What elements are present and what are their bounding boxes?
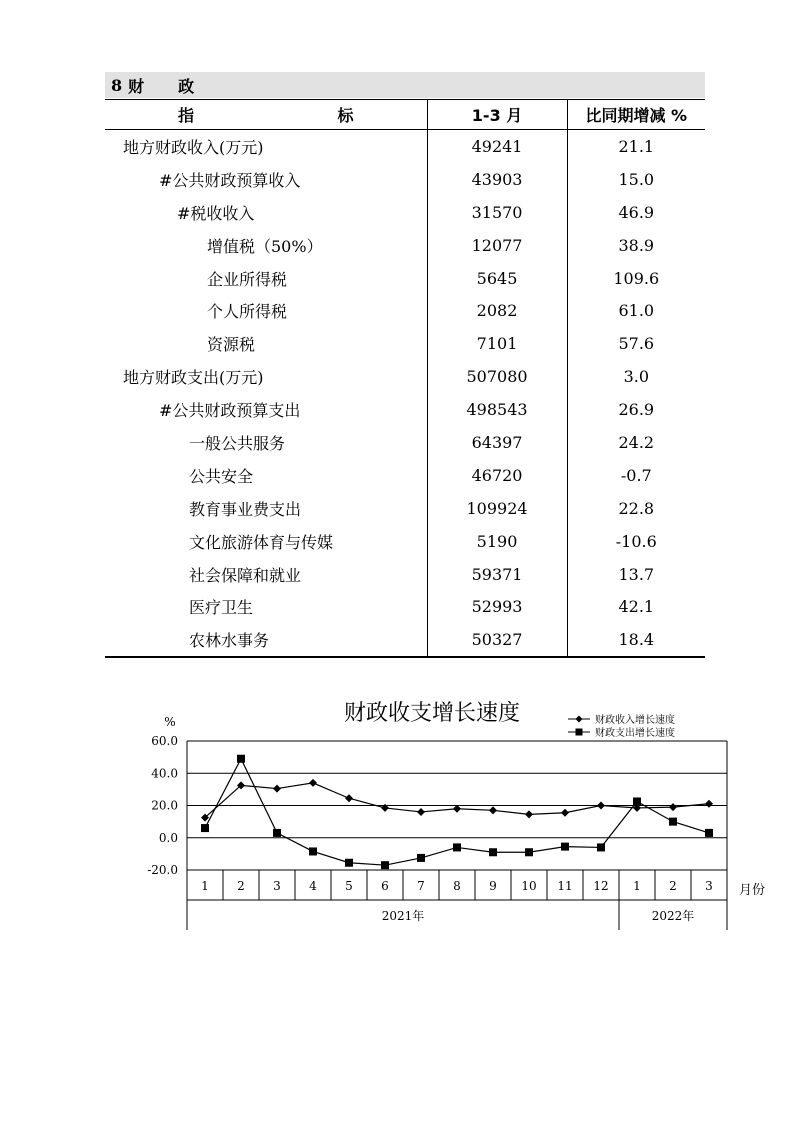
fiscal-table	[105, 99, 705, 658]
data-point-revenue	[417, 808, 425, 816]
row-value: 12077	[427, 229, 567, 262]
table-row	[105, 426, 705, 459]
y-axis-unit: %	[164, 715, 176, 729]
data-point-expenditure	[561, 843, 569, 851]
table-row	[105, 229, 705, 262]
section-title-part2: 政	[178, 76, 195, 96]
table-row	[105, 130, 705, 163]
row-value: 59371	[427, 558, 567, 591]
data-point-expenditure	[309, 847, 317, 855]
data-point-expenditure	[237, 755, 245, 763]
row-label: 资源税	[105, 327, 427, 360]
indicator-header-a: 指	[178, 106, 195, 125]
legend-marker-square	[576, 729, 583, 736]
row-label: #税收收入	[105, 196, 427, 229]
row-label: 个人所得税	[105, 294, 427, 327]
column-header-period: 1-3 月	[427, 100, 567, 130]
row-value: 507080	[427, 360, 567, 393]
row-change: 21.1	[618, 136, 655, 156]
row-label: 增值税（50%）	[105, 229, 427, 262]
x-tick-label: 8	[453, 879, 461, 893]
table-row	[105, 623, 705, 657]
row-value: 2082	[427, 294, 567, 327]
legend-label: 财政收入增长速度	[595, 715, 675, 726]
row-value: 31570	[427, 196, 567, 229]
x-tick-label: 3	[273, 879, 281, 893]
column-header-change: 比同期增减 %	[567, 100, 705, 130]
table-row	[105, 459, 705, 492]
row-change: 57.6	[618, 334, 655, 354]
data-point-expenditure	[201, 824, 209, 832]
row-label: 一般公共服务	[105, 426, 427, 459]
data-point-revenue	[669, 803, 677, 811]
row-label: 农林水事务	[105, 623, 427, 657]
row-value: 49241	[427, 130, 567, 163]
row-change: 3.0	[623, 367, 650, 387]
data-point-revenue	[309, 779, 317, 787]
row-value: 498543	[427, 393, 567, 426]
data-point-expenditure	[525, 848, 533, 856]
table-header-row	[105, 100, 705, 130]
table-row	[105, 163, 705, 196]
data-point-expenditure	[345, 859, 353, 867]
row-label: 地方财政收入(万元)	[105, 130, 427, 163]
y-tick-label: 20.0	[151, 798, 178, 813]
data-point-expenditure	[669, 818, 677, 826]
row-label: 医疗卫生	[105, 590, 427, 623]
data-point-expenditure	[633, 797, 641, 805]
row-label: 公共安全	[105, 459, 427, 492]
x-tick-label: 1	[633, 879, 641, 893]
row-change: 109.6	[613, 268, 660, 288]
data-point-revenue	[489, 806, 497, 814]
data-point-expenditure	[489, 848, 497, 856]
data-point-revenue	[705, 800, 713, 808]
x-tick-label: 11	[557, 879, 573, 893]
row-value: 50327	[427, 623, 567, 657]
y-tick-label: 40.0	[151, 766, 178, 781]
row-change: 22.8	[618, 498, 655, 518]
x-tick-label: 6	[381, 879, 389, 893]
data-point-expenditure	[705, 829, 713, 837]
data-point-expenditure	[381, 861, 389, 869]
row-change: 18.4	[567, 623, 705, 657]
y-tick-label: 0.0	[158, 830, 178, 845]
row-change: 15.0	[618, 169, 655, 189]
y-tick-label: -20.0	[147, 863, 178, 877]
row-change: 38.9	[618, 235, 655, 255]
x-tick-label: 4	[309, 879, 317, 893]
data-point-expenditure	[453, 843, 461, 851]
row-value: 64397	[427, 426, 567, 459]
indicator-header-b: 标	[337, 106, 354, 125]
chart-container	[0, 680, 793, 940]
x-tick-label: 5	[345, 879, 353, 893]
section-number: 8	[111, 75, 123, 95]
row-change: 61.0	[618, 301, 655, 321]
x-tick-label: 7	[417, 879, 425, 893]
section-header	[105, 72, 705, 98]
table-row	[105, 393, 705, 426]
table-row	[105, 590, 705, 623]
data-point-expenditure	[273, 829, 281, 837]
row-label: 教育事业费支出	[105, 492, 427, 525]
row-label: #公共财政预算支出	[105, 393, 427, 426]
growth-chart	[0, 680, 793, 940]
row-value: 109924	[427, 492, 567, 525]
data-point-revenue	[561, 809, 569, 817]
row-value: 43903	[427, 163, 567, 196]
table-row	[105, 360, 705, 393]
data-point-revenue	[345, 794, 353, 802]
section-title-part1: 财	[128, 76, 145, 96]
x-tick-label: 2	[237, 879, 245, 893]
x-group-label: 2021年	[381, 909, 425, 923]
data-point-expenditure	[597, 843, 605, 851]
row-change: 26.9	[618, 400, 655, 420]
data-point-revenue	[273, 785, 281, 793]
row-label: 企业所得税	[105, 262, 427, 295]
row-change: 13.7	[618, 564, 655, 584]
x-tick-label: 9	[489, 879, 497, 893]
table-row	[105, 327, 705, 360]
legend-marker-diamond	[576, 716, 583, 723]
x-axis-unit: 月份	[738, 883, 766, 898]
table-row	[105, 196, 705, 229]
row-change: 46.9	[618, 202, 655, 222]
row-value: 7101	[427, 327, 567, 360]
row-value: 5645	[427, 262, 567, 295]
row-label: 文化旅游体育与传媒	[105, 525, 427, 558]
data-point-revenue	[597, 802, 605, 810]
data-point-expenditure	[417, 854, 425, 862]
y-tick-label: 60.0	[151, 734, 178, 748]
row-label: 社会保障和就业	[105, 558, 427, 591]
chart-title: 财政收支增长速度	[343, 701, 521, 726]
x-tick-label: 2	[669, 879, 677, 893]
row-value: 46720	[427, 459, 567, 492]
table-row	[105, 525, 705, 558]
x-group-label: 2022年	[651, 909, 695, 923]
x-tick-label: 12	[593, 879, 609, 893]
row-change: -0.7	[620, 465, 652, 485]
column-header-indicator	[105, 100, 427, 130]
table-row	[105, 492, 705, 525]
table-row	[105, 262, 705, 295]
row-label: #公共财政预算收入	[105, 163, 427, 196]
legend-label: 财政支出增长速度	[595, 728, 675, 739]
x-tick-label: 10	[521, 879, 537, 893]
table-row	[105, 558, 705, 591]
row-value: 5190	[427, 525, 567, 558]
table-row	[105, 294, 705, 327]
data-point-revenue	[525, 810, 533, 818]
row-label: 地方财政支出(万元)	[105, 360, 427, 393]
x-tick-label: 1	[201, 879, 209, 893]
row-value: 52993	[427, 590, 567, 623]
row-change: -10.6	[615, 531, 657, 551]
x-tick-label: 3	[705, 879, 713, 893]
row-change: 42.1	[618, 597, 655, 617]
row-change: 24.2	[618, 432, 655, 452]
